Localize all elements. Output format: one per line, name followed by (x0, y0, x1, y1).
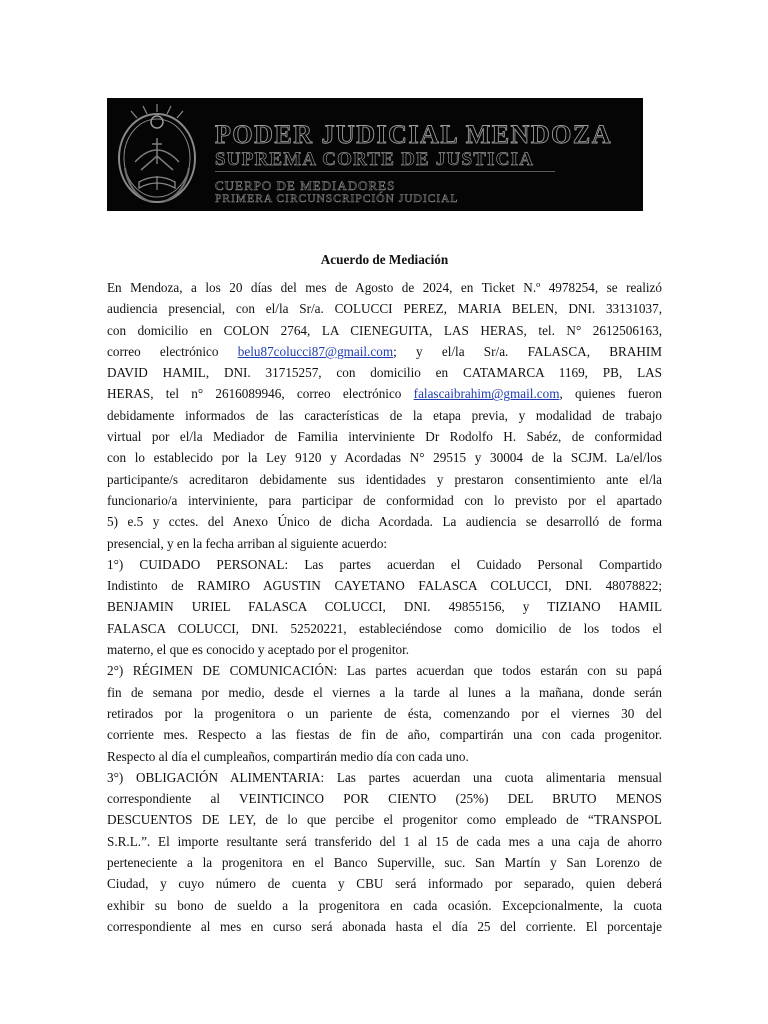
clause-3-line: perteneciente a la progenitora en el Banco Superville, suc. San Martín y San Lorenzo de (107, 855, 662, 871)
body-line: En Mendoza, a los 20 días del mes de Agosto de 2024, en Ticket N.º 4978254, se realizó (107, 280, 662, 295)
clause-2-line: corriente mes. Respecto a las fiestas de fin de año, compartirán una con cada progenitor. (107, 727, 662, 743)
agreement-body (107, 277, 662, 937)
clause-2-line: Respecto al día el cumpleaños, compartirán medio día con cada uno. (107, 748, 469, 764)
body-line-email-2 (107, 383, 662, 404)
body-text: HERAS, tel n° 2616089946, correo electrónico (107, 386, 402, 402)
clause-3-line: DESCUENTOS DE LEY, de lo que percibe el progenitor como empleado de “TRANSPOL (107, 812, 662, 828)
email-link-falasca[interactable]: falascaibrahim@gmail.com (413, 386, 560, 402)
clause-3-line: 3°) OBLIGACIÓN ALIMENTARIA: Las partes acuerdan una cuota alimentaria mensual (107, 769, 662, 785)
document-title: Acuerdo de Mediación (320, 252, 449, 267)
body-text: , quienes fueron (559, 386, 662, 402)
clause-2-line: fin de semana por medio, desde el viernes a la tarde al lunes a la mañana, donde serán (107, 684, 662, 700)
body-line: con domicilio en COLON 2764, LA CIENEGUITA, LAS HERAS, tel. N° 2612506163, (107, 322, 662, 338)
banner-divider (215, 171, 555, 172)
body-line: virtual por el/la Mediador de Familia interviniente Dr Rodolfo H. Sabéz, de conformidad (107, 429, 662, 445)
circumscription-name: PRIMERA CIRCUNSCRIPCIÓN JUDICIAL (215, 193, 459, 205)
clause-3-line: correspondiente al mes en curso será abonada hasta el día 25 del corriente. El porcentaje (107, 918, 662, 934)
clause-1-line: materno, el que es conocido y aceptado por el progenitor. (107, 642, 410, 658)
court-name: SUPREMA CORTE DE JUSTICIA (215, 149, 535, 170)
judiciary-name: PODER JUDICIAL MENDOZA (215, 120, 613, 149)
email-link-colucci[interactable]: belu87colucci87@gmail.com (237, 343, 394, 359)
body-line: con lo establecido por la Ley 9120 y Acordadas N° 29515 y 30004 de la SCJM. La/el/los (107, 450, 662, 466)
body-line: 5) e.5 y cctes. del Anexo Único de dicha Acordada. La audiencia se desarrolló de forma (107, 514, 662, 530)
body-line: debidamente informados de las características de la etapa previa, y modalidad de trabajo (107, 407, 662, 423)
banner-text-block (215, 122, 643, 206)
mediators-body-name: CUERPO DE MEDIADORES (215, 178, 396, 193)
body-line: DAVID HAMIL, DNI. 31715257, con domicilio en CATAMARCA 1169, PB, LAS (107, 365, 662, 381)
body-line: audiencia presencial, con el/la Sr/a. COLUCCI PEREZ, MARIA BELEN, DNI. 33131037, (107, 301, 662, 317)
clause-1-line: BENJAMIN URIEL FALASCA COLUCCI, DNI. 49855156, y TIZIANO HAMIL (107, 599, 662, 615)
coat-of-arms-icon (107, 98, 207, 211)
clause-3-line: Ciudad, y cuyo número de cuenta y CBU será informado por separado, quien deberá (107, 876, 662, 892)
body-text: ; y el/la Sr/a. FALASCA, BRAHIM (393, 343, 662, 359)
clause-1-line: FALASCA COLUCCI, DNI. 52520221, estableciéndose como domicilio de los todos el (107, 620, 662, 636)
institution-header-banner (107, 98, 643, 211)
clause-3-line: S.R.L.”. El importe resultante será transferido del 1 al 15 de cada mes a una caja de ahorro (107, 833, 662, 849)
clause-3-line: exhibir su bono de sueldo a la progenitora en cada ocasión. Excepcionalmente, la cuota (107, 897, 662, 913)
clause-2-line: retirados por la progenitora o un pariente de ésta, comenzando por el viernes 30 del (107, 705, 662, 721)
clause-3-line: correspondiente al VEINTICINCO POR CIENTO (25%) DEL BRUTO MENOS (107, 791, 662, 807)
body-line: funcionario/a interviniente, para participar de conformidad con lo previsto por el apartado (107, 492, 662, 508)
body-text: correo electrónico (107, 343, 219, 359)
clause-1-line: 1°) CUIDADO PERSONAL: Las partes acuerdan el Cuidado Personal Compartido (107, 556, 662, 572)
body-line-email-1 (107, 341, 662, 362)
body-line: presencial, y en la fecha arriban al siguiente acuerdo: (107, 535, 388, 551)
clause-1-line: Indistinto de RAMIRO AGUSTIN CAYETANO FALASCA COLUCCI, DNI. 48078822; (107, 578, 662, 594)
body-line: participante/s acreditaron debidamente sus identidades y prestaron consentimiento ante el/la (107, 471, 662, 487)
clause-2-line: 2°) RÉGIMEN DE COMUNICACIÓN: Las partes acuerdan que todos estarán con su papá (107, 663, 662, 679)
